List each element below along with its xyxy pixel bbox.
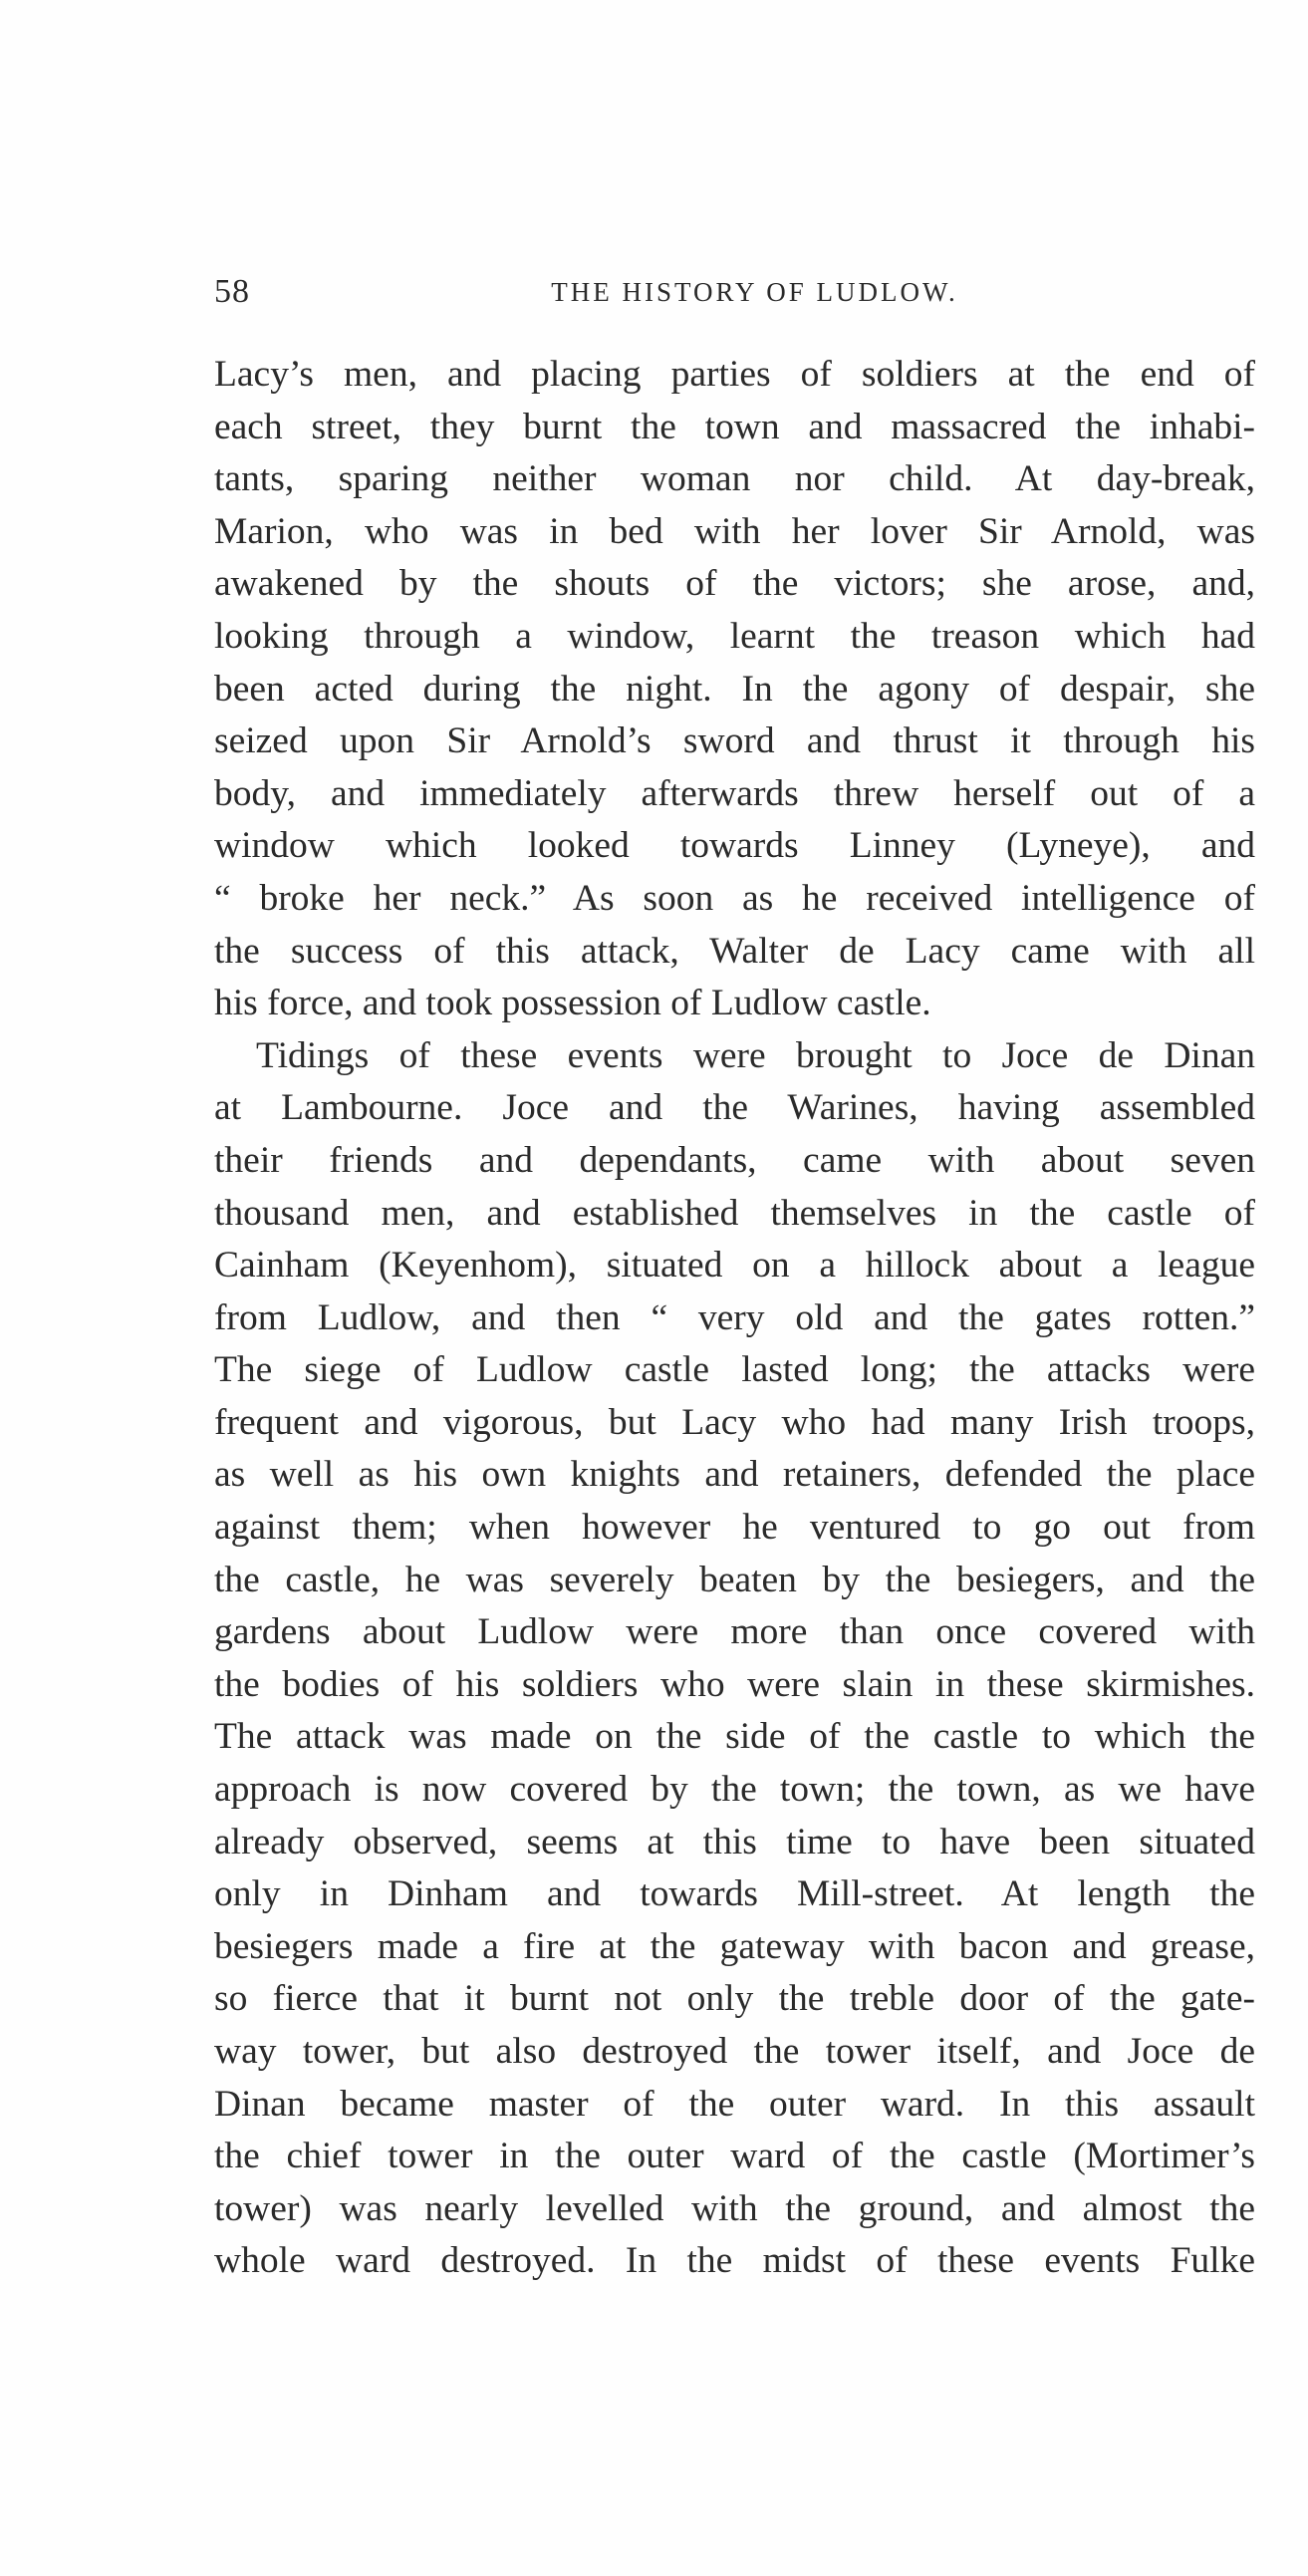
text-line: “ broke her neck.” As soon as he received intelligence of [214,877,1255,919]
text-line: been acted during the night. In the agony of despair, she [214,668,1255,710]
text-line: the bodies of his soldiers who were slain in these skirmishes. [214,1663,1255,1705]
text-line: each street, they burnt the town and massacred the inhabi- [214,406,1255,447]
text-line: Lacy’s men, and placing parties of soldiers at the end of [214,354,1255,395]
text-line: only in Dinham and towards Mill-street. At length the [214,1873,1255,1915]
text-line: so fierce that it burnt not only the treble door of the gate- [214,1978,1255,2020]
text-line: from Ludlow, and then “ very old and the gates rotten.” [214,1296,1255,1338]
text-line: awakened by the shouts of the victors; she arose, and, [214,563,1255,605]
paragraph-start-line: Tidings of these events were brought to Joce de Dinan [256,1034,1255,1076]
body-text [214,349,1255,2288]
text-line: tants, sparing neither woman nor child. At day-break, [214,458,1255,500]
running-title: THE HISTORY OF LUDLOW. [551,277,958,307]
text-line: their friends and dependants, came with about seven [214,1139,1255,1181]
text-line: Cainham (Keyenhom), situated on a hillock about a league [214,1245,1255,1287]
page-number: 58 [214,273,250,310]
text-line: seized upon Sir Arnold’s sword and thrust it through his [214,720,1255,762]
text-line: approach is now covered by the town; the town, as we have [214,1769,1255,1811]
text-line: gardens about Ludlow were more than once covered with [214,1611,1255,1653]
text-line: body, and immediately afterwards threw herself out of a [214,772,1255,814]
text-line: besiegers made a fire at the gateway with bacon and grease, [214,1925,1255,1967]
text-line: The attack was made on the side of the castle to which the [214,1716,1255,1758]
text-line: at Lambourne. Joce and the Warines, having assembled [214,1087,1255,1129]
text-line: whole ward destroyed. In the midst of these events Fulke [214,2240,1255,2282]
text-line: The siege of Ludlow castle lasted long; the attacks were [214,1349,1255,1391]
text-line: frequent and vigorous, but Lacy who had many Irish troops, [214,1401,1255,1443]
paragraph-end-line: his force, and took possession of Ludlow castle. [214,983,931,1024]
text-line: already observed, seems at this time to have been situated [214,1821,1255,1862]
running-head [214,267,1255,317]
text-line: way tower, but also destroyed the tower itself, and Joce de [214,2031,1255,2072]
text-line: thousand men, and established themselves in the castle of [214,1192,1255,1234]
text-line: Dinan became master of the outer ward. In this assault [214,2083,1255,2125]
text-line: against them; when however he ventured to go out from [214,1507,1255,1549]
text-line: window which looked towards Linney (Lyneye), and [214,825,1255,867]
text-line: looking through a window, learnt the treason which had [214,615,1255,657]
text-line: the chief tower in the outer ward of the castle (Mortimer’s [214,2136,1255,2177]
text-line: tower) was nearly levelled with the ground, and almost the [214,2187,1255,2229]
text-line: the castle, he was severely beaten by the besiegers, and the [214,1559,1255,1600]
text-line: the success of this attack, Walter de Lacy came with all [214,930,1255,972]
text-line: as well as his own knights and retainers, defended the place [214,1454,1255,1496]
text-line: Marion, who was in bed with her lover Sir Arnold, was [214,510,1255,552]
